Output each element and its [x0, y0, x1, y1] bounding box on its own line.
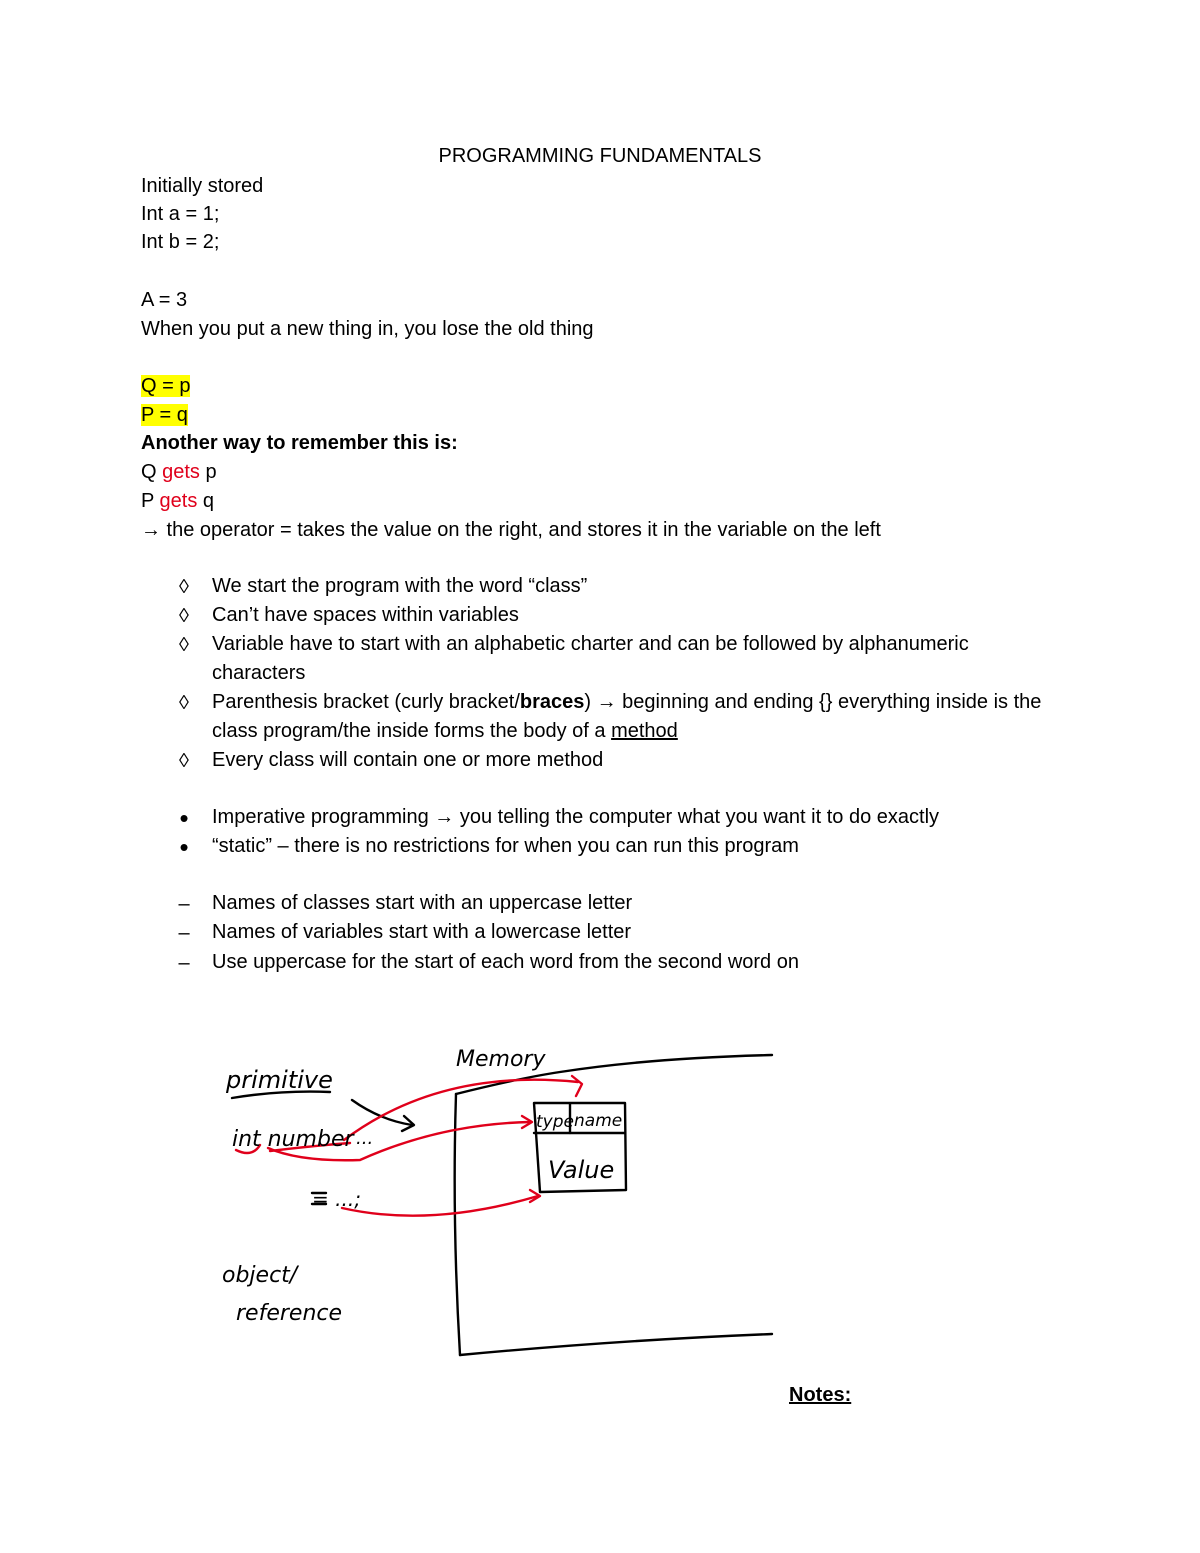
sketch-label-memory: Memory — [456, 1047, 546, 1072]
red-arrow-to-value — [342, 1196, 538, 1216]
sketch-label-int-number: int number — [232, 1127, 354, 1152]
highlight-p-q: P = q — [141, 404, 188, 426]
dash-bullet-icon: – — [178, 952, 190, 974]
highlight-q-p: Q = p — [141, 375, 191, 397]
diamond-bullet-icon: ◊ — [179, 692, 189, 714]
p-gets-q-pre: P — [141, 490, 160, 512]
diamond-bullet-icon: ◊ — [179, 605, 189, 627]
dash-bullet-icon: – — [178, 922, 190, 944]
sketch-label-type: type — [536, 1112, 574, 1132]
dash-item-variables: Names of variables start with a lowercase letter — [212, 921, 632, 943]
primitive-arrow — [352, 1100, 412, 1125]
sketch-label-reference: reference — [236, 1301, 343, 1326]
dash-bullet-icon: – — [178, 893, 190, 915]
diamond-item-methods: Every class will contain one or more method — [212, 749, 604, 771]
braces-text-pre: Parenthesis bracket (curly bracket/ — [212, 691, 520, 713]
p-gets-word: gets — [159, 490, 198, 512]
sketch-label-assign: = ...; — [312, 1187, 361, 1211]
q-gets-p-post: p — [199, 461, 217, 483]
subheading-another-way: Another way to remember this is: — [141, 432, 458, 454]
page-title: PROGRAMMING FUNDAMENTALS — [438, 145, 762, 167]
memory-box-bottom-edge — [460, 1334, 772, 1355]
sketch-label-dots: ... — [356, 1128, 374, 1149]
dot-item-static: “static” – there is no restrictions for when you can run this program — [212, 835, 799, 857]
dash-item-camelcase: Use uppercase for the start of each word from the second word on — [212, 951, 799, 973]
text-operator-explanation: → the operator = takes the value on the right, and stores it in the variable on the left — [141, 519, 881, 541]
p-gets-q-post: q — [197, 490, 215, 512]
sketch-label-primitive: primitive — [226, 1066, 333, 1094]
text-int-b: Int b = 2; — [141, 231, 220, 253]
text-int-a: Int a = 1; — [141, 203, 220, 225]
braces-bold: braces — [519, 691, 585, 713]
braces-text-mid: ) → beginning and ending {} everything inside is the class program/the inside forms the body of a — [212, 691, 1042, 742]
diamond-item-variables: Variable have to start with an alphabetic charter and can be followed by alphanumeric characters — [212, 633, 969, 684]
text-a-equals-3: A = 3 — [141, 289, 188, 311]
dot-bullet-icon: • — [179, 803, 189, 833]
sketch-label-object: object/ — [222, 1263, 298, 1288]
text-initially-stored: Initially stored — [141, 175, 264, 197]
text-lose-old-thing: When you put a new thing in, you lose the old thing — [141, 318, 594, 340]
dash-item-classes: Names of classes start with an uppercase letter — [212, 892, 633, 914]
diamond-bullet-icon: ◊ — [179, 750, 189, 772]
diamond-bullet-icon: ◊ — [179, 634, 189, 656]
notes-heading: Notes: — [789, 1384, 852, 1406]
diamond-bullet-icon: ◊ — [179, 576, 189, 598]
diamond-item-spaces: Can’t have spaces within variables — [212, 604, 519, 626]
sketch-label-value: Value — [548, 1156, 615, 1184]
diamond-item-class: We start the program with the word “class” — [212, 575, 588, 597]
sketch-label-name: name — [574, 1111, 623, 1131]
q-gets-p-pre: Q — [141, 461, 163, 483]
dot-item-imperative: Imperative programming → you telling the computer what you want it to do exactly — [212, 806, 940, 828]
q-gets-word: gets — [162, 461, 200, 483]
method-underlined: method — [611, 720, 678, 742]
memory-box-left-edge — [455, 1094, 460, 1355]
dot-bullet-icon: • — [179, 832, 189, 862]
